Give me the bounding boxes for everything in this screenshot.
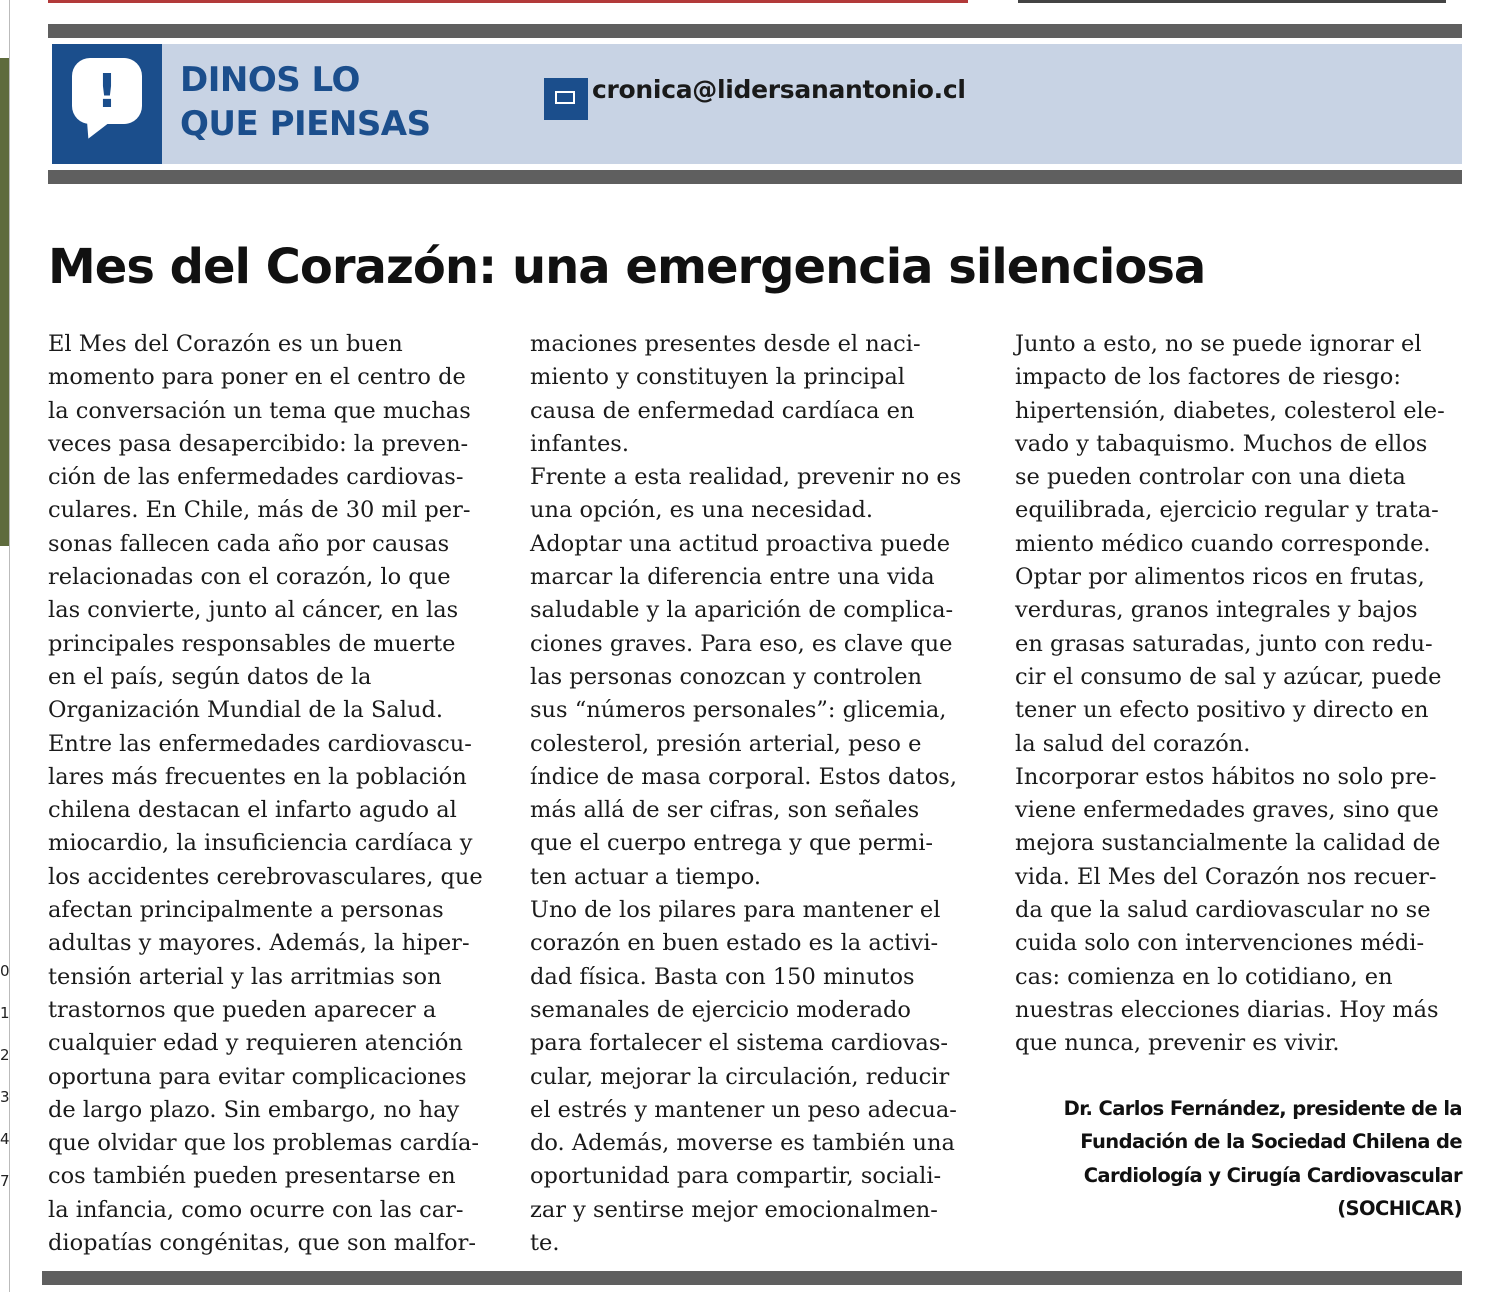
article-text-line: da que la salud cardiovascular no se [1015, 897, 1431, 924]
article-text-line: oportuna para evitar complicaciones [48, 1063, 467, 1090]
article-text-line: el estrés y mantener un peso adecua- [530, 1096, 957, 1123]
article-text-line: Frente a esta realidad, prevenir no es [530, 464, 962, 491]
exclamation-speech-bubble-icon [52, 44, 162, 164]
article-text-line: Entre las enfermedades cardiovascu- [48, 730, 472, 757]
article-text-line: momento para poner en el centro de [48, 364, 466, 391]
article-text-line: ciones graves. Para eso, es clave que [530, 630, 953, 657]
article-text-line: corazón en buen estado es la activi- [530, 930, 939, 957]
signature-line: Fundación de la Sociedad Chilena de [1080, 1130, 1462, 1154]
article-text-line: nuestras elecciones diarias. Hoy más [1015, 996, 1439, 1023]
article-text-line: ten actuar a tiempo. [530, 863, 762, 890]
left-page-edge [0, 0, 14, 1292]
article-text-line: Optar por alimentos ricos en frutas, [1015, 564, 1425, 591]
article-text-line: maciones presentes desde el naci- [530, 331, 921, 357]
banner-bottom-bar [48, 170, 1462, 184]
article-text-line: la salud del corazón. [1015, 730, 1251, 757]
article-text-line: colesterol, presión arterial, peso e [530, 730, 922, 757]
article-text-line: diopatías congénitas, que son malfor- [48, 1230, 476, 1257]
article-text-line: adultas y mayores. Además, la hiper- [48, 930, 470, 957]
article-text-line: Uno de los pilares para mantener el [530, 897, 941, 924]
article-text-line: vado y tabaquismo. Muchos de ellos [1015, 430, 1428, 457]
article-text-line: mejora sustancialmente la calidad de [1015, 830, 1441, 857]
margin-mark: 7 [0, 1172, 10, 1190]
article-column-1 [48, 328, 508, 1260]
article-text-line: do. Además, moverse es también una [530, 1130, 955, 1157]
article-text-line: principales responsables de muerte [48, 630, 456, 657]
article-text-line: equilibrada, ejercicio regular y trata- [1015, 497, 1439, 524]
article-text-line: la conversación un tema que muchas [48, 397, 471, 424]
article-text-line: miento médico cuando corresponde. [1015, 530, 1431, 557]
adjacent-page-marks [0, 950, 10, 1202]
article-text-line: hipertensión, diabetes, colesterol ele- [1015, 397, 1445, 424]
margin-mark: 1 [0, 1004, 10, 1022]
article-text-line: para fortalecer el sistema cardiovas- [530, 1030, 948, 1057]
article-text-line: más allá de ser cifras, son señales [530, 797, 920, 824]
article-text-line: miento y constituyen la principal [530, 364, 905, 391]
envelope-body [555, 91, 575, 104]
signature-line: Dr. Carlos Fernández, presidente de la [1063, 1097, 1462, 1120]
signature-line: Cardiología y Cirugía Cardiovascular [1083, 1163, 1462, 1187]
article-text-line: impacto de los factores de riesgo: [1015, 364, 1401, 391]
article-text-line: Junto a esto, no se puede ignorar el [1015, 331, 1422, 357]
article-text-line: se pueden controlar con una dieta [1015, 464, 1406, 491]
article-text-line: El Mes del Corazón es un buen [48, 331, 403, 357]
signature-line: (SOCHICAR) [1337, 1197, 1462, 1221]
article-text-line: Incorporar estos hábitos no solo pre- [1015, 763, 1437, 790]
article-headline: Mes del Corazón: una emergencia silenciosa [48, 239, 1206, 295]
margin-mark: 2 [0, 1046, 10, 1064]
article-text-line: lares más frecuentes en la población [48, 763, 467, 790]
article-text-line: Adoptar una actitud proactiva puede [530, 530, 951, 557]
article-text-line: cir el consumo de sal y azúcar, puede [1015, 663, 1442, 690]
article-text-line: cas: comienza en lo cotidiano, en [1015, 963, 1393, 990]
article-text-line: cular, mejorar la circulación, reducir [530, 1063, 950, 1090]
article-text-line: que olvidar que los problemas cardía- [48, 1130, 479, 1157]
article-text-line: que el cuerpo entrega y que permi- [530, 830, 934, 857]
article-text-line: culares. En Chile, más de 30 mil per- [48, 497, 471, 524]
margin-mark: 0 [0, 962, 10, 980]
article-text-line: verduras, granos integrales y bajos [1015, 597, 1418, 624]
article-text-line: causa de enfermedad cardíaca en [530, 397, 915, 424]
banner-title-line-2: QUE PIENSAS [180, 104, 431, 144]
article-text-line: relacionadas con el corazón, lo que [48, 564, 451, 591]
article-text-line: marcar la diferencia entre una vida [530, 564, 935, 591]
article-text-line: una opción, es una necesidad. [530, 497, 874, 524]
banner-top-bar [48, 24, 1462, 38]
exclamation-mark: ! [96, 64, 118, 118]
article-text-line: que nunca, prevenir es vivir. [1015, 1030, 1340, 1057]
article-text-line: en grasas saturadas, junto con redu- [1015, 630, 1433, 657]
article-text-line: de largo plazo. Sin embargo, no hay [48, 1096, 460, 1123]
article-text-line: zar y sentirse mejor emocionalmen- [530, 1196, 938, 1223]
top-rule-dark [1018, 0, 1446, 3]
margin-mark: 3 [0, 1088, 10, 1106]
envelope-icon [544, 78, 588, 120]
article-text-line: índice de masa corporal. Estos datos, [530, 763, 957, 790]
article-text-line: tensión arterial y las arritmias son [48, 963, 442, 990]
article-text-line: ción de las enfermedades cardiovas- [48, 464, 464, 491]
article-text-line: cos también pueden presentarse en [48, 1163, 456, 1190]
article-text-line: veces pasa desapercibido: la preven- [48, 430, 469, 457]
margin-mark: 4 [0, 1130, 10, 1148]
article-text-line: dad física. Basta con 150 minutos [530, 963, 915, 990]
footer-bar [42, 1271, 1462, 1285]
article-column-3 [1015, 328, 1465, 1061]
article-text-line: chilena destacan el infarto agudo al [48, 797, 457, 824]
banner-title [180, 58, 431, 146]
banner-title-line-1: DINOS LO [180, 60, 360, 100]
article-text-line: infantes. [530, 430, 629, 457]
article-text-line: la infancia, como ocurre con las car- [48, 1196, 464, 1223]
article-text-line: oportunidad para compartir, sociali- [530, 1163, 942, 1190]
article-text-line: semanales de ejercicio moderado [530, 996, 911, 1023]
article-text-line: saludable y la aparición de complica- [530, 597, 954, 624]
top-rule-red [48, 0, 968, 3]
article-text-line: viene enfermedades graves, sino que [1015, 797, 1439, 824]
speech-bubble [72, 58, 142, 124]
article-text-line: en el país, según datos de la [48, 663, 372, 690]
article-column-2 [530, 328, 990, 1260]
article-text-line: trastornos que pueden aparecer a [48, 996, 437, 1023]
article-text-line: las personas conozcan y controlen [530, 663, 923, 690]
article-text-line: los accidentes cerebrovasculares, que [48, 863, 483, 890]
article-text-line: cualquier edad y requieren atención [48, 1030, 463, 1057]
article-text-line: Organización Mundial de la Salud. [48, 697, 444, 724]
article-text-line: tener un efecto positivo y directo en [1015, 697, 1429, 724]
article-text-line: te. [530, 1230, 560, 1257]
article-text-line: vida. El Mes del Corazón nos recuer- [1015, 863, 1437, 890]
author-signature [1015, 1092, 1462, 1226]
article-text-line: cuida solo con intervenciones médi- [1015, 930, 1425, 957]
article-text-line: miocardio, la insuficiencia cardíaca y [48, 830, 473, 857]
article-text-line: afectan principalmente a personas [48, 897, 444, 924]
article-text-line: las convierte, junto al cáncer, en las [48, 597, 459, 624]
contact-email[interactable]: cronica@lidersanantonio.cl [592, 75, 966, 104]
article-text-line: sonas fallecen cada año por causas [48, 530, 450, 557]
article-text-line: sus “números personales”: glicemia, [530, 697, 947, 724]
